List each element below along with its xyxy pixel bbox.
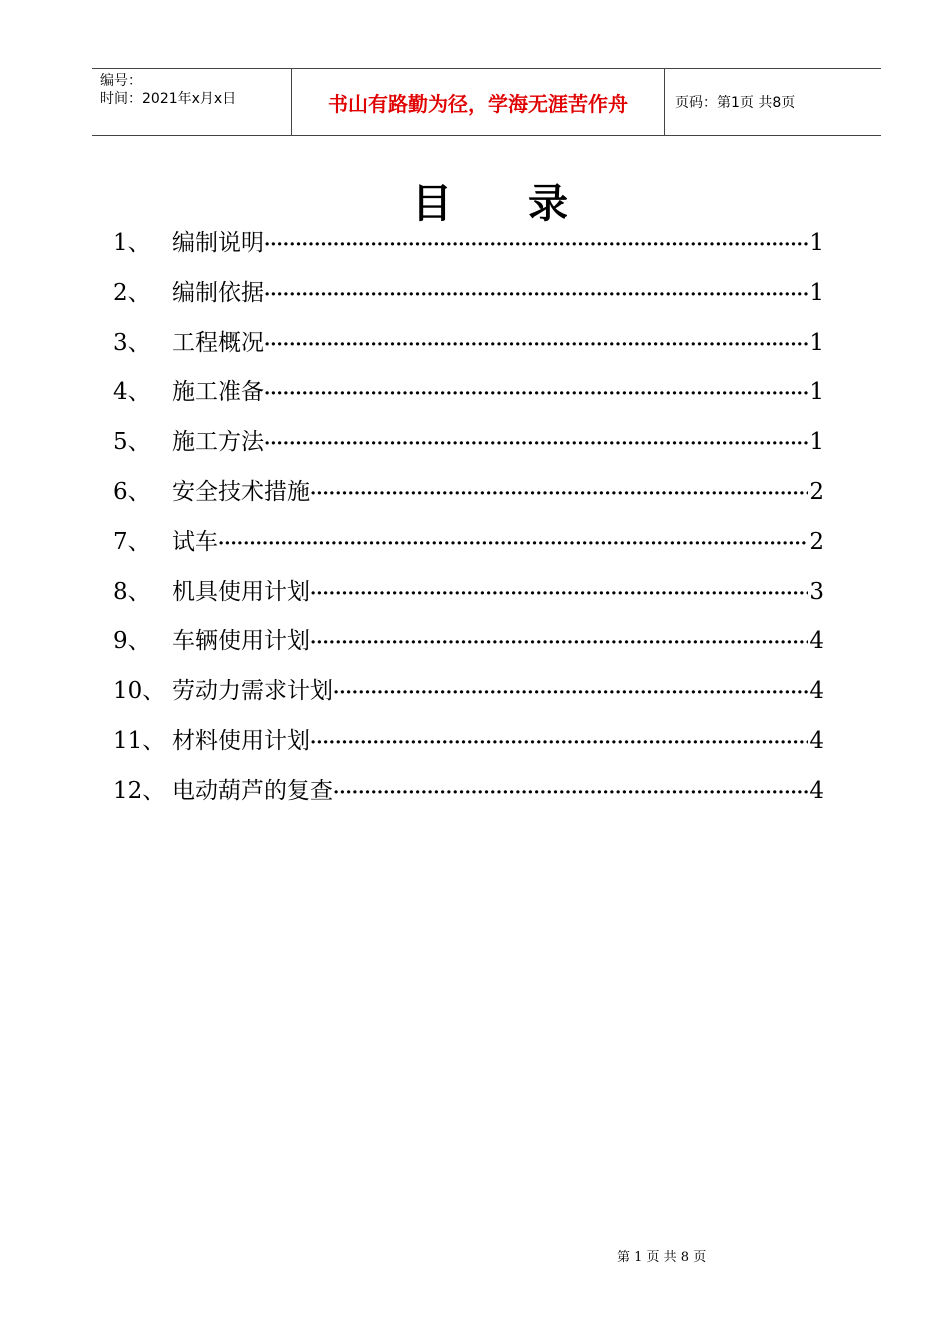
page-header	[92, 68, 881, 136]
toc-entry-page: 2	[809, 478, 824, 505]
toc-entry-label: 材料使用计划	[172, 727, 310, 754]
toc-entry[interactable]	[113, 525, 824, 575]
toc-entry-number: 6、	[113, 478, 151, 505]
toc-entry-number: 12、	[113, 777, 166, 804]
toc-entry[interactable]	[113, 276, 824, 326]
toc-entry[interactable]	[113, 575, 824, 625]
serial-label: 编号：	[100, 73, 142, 89]
toc-leader-dots	[333, 676, 808, 710]
toc-leader-dots	[310, 577, 808, 611]
toc-entry-number: 7、	[113, 528, 151, 555]
toc-entry-label: 试车	[172, 528, 218, 555]
toc-entry[interactable]	[113, 724, 824, 774]
toc-entry[interactable]	[113, 624, 824, 674]
toc-entry-label: 工程概况	[172, 329, 264, 356]
time-label: 时间：2021年x月x日	[100, 91, 237, 107]
toc-entry-page: 2	[809, 528, 824, 555]
toc-leader-dots	[264, 427, 808, 461]
toc-leader-dots	[264, 278, 808, 312]
toc-leader-dots	[218, 527, 808, 561]
header-motto: 书山有路勤为径，学海无涯苦作舟	[292, 69, 665, 135]
toc-entry-number: 4、	[113, 379, 151, 406]
toc-leader-dots	[310, 726, 808, 760]
toc-leader-dots	[333, 776, 808, 810]
toc-entry-page: 1	[809, 279, 824, 306]
toc-entry[interactable]	[113, 326, 824, 376]
toc-entry-page: 1	[809, 329, 824, 356]
toc-entry-number: 5、	[113, 429, 151, 456]
toc-leader-dots	[264, 377, 808, 411]
toc-entry-label: 机具使用计划	[172, 578, 310, 605]
toc-entry[interactable]	[113, 774, 824, 824]
toc-entry[interactable]	[113, 674, 824, 724]
toc-entry-number: 11、	[113, 727, 166, 754]
header-meta	[92, 69, 292, 135]
toc-leader-dots	[264, 228, 808, 262]
toc-leader-dots	[310, 626, 808, 660]
toc-entry-label: 车辆使用计划	[172, 628, 310, 655]
toc-entry-label: 电动葫芦的复查	[172, 777, 333, 804]
toc-entry-label: 安全技术措施	[172, 478, 310, 505]
toc-entry-page: 1	[809, 429, 824, 456]
toc-entry-page: 1	[809, 230, 824, 256]
toc-leader-dots	[264, 328, 808, 362]
toc-entry-page: 3	[809, 578, 824, 605]
page-title	[0, 172, 950, 229]
toc-entry-label: 编制说明	[172, 230, 264, 256]
toc-entry-page: 4	[809, 678, 824, 705]
toc-entry-number: 9、	[113, 628, 151, 655]
toc-entry-page: 4	[809, 628, 824, 655]
toc-entry[interactable]	[113, 226, 824, 276]
toc-entry[interactable]	[113, 425, 824, 475]
toc-entry-number: 8、	[113, 578, 151, 605]
header-page-info: 页码：第1页 共8页	[675, 95, 796, 111]
toc-leader-dots	[310, 477, 808, 511]
toc-entry-number: 2、	[113, 279, 151, 306]
toc-entry-page: 1	[809, 379, 824, 406]
table-of-contents	[113, 226, 824, 824]
title-char-2: 录	[528, 180, 568, 227]
footer-page-number: 第 1 页 共 8 页	[617, 1250, 707, 1265]
toc-entry-label: 劳动力需求计划	[172, 678, 333, 705]
toc-entry-page: 4	[809, 777, 824, 804]
title-char-1: 目	[412, 180, 452, 227]
toc-entry-number: 10、	[113, 678, 166, 705]
toc-entry-page: 4	[809, 727, 824, 754]
toc-entry-label: 编制依据	[172, 279, 264, 306]
toc-entry[interactable]	[113, 475, 824, 525]
toc-entry[interactable]	[113, 375, 824, 425]
toc-entry-label: 施工方法	[172, 429, 264, 456]
toc-entry-number: 1、	[113, 230, 151, 256]
toc-entry-label: 施工准备	[172, 379, 264, 406]
toc-entry-number: 3、	[113, 329, 151, 356]
